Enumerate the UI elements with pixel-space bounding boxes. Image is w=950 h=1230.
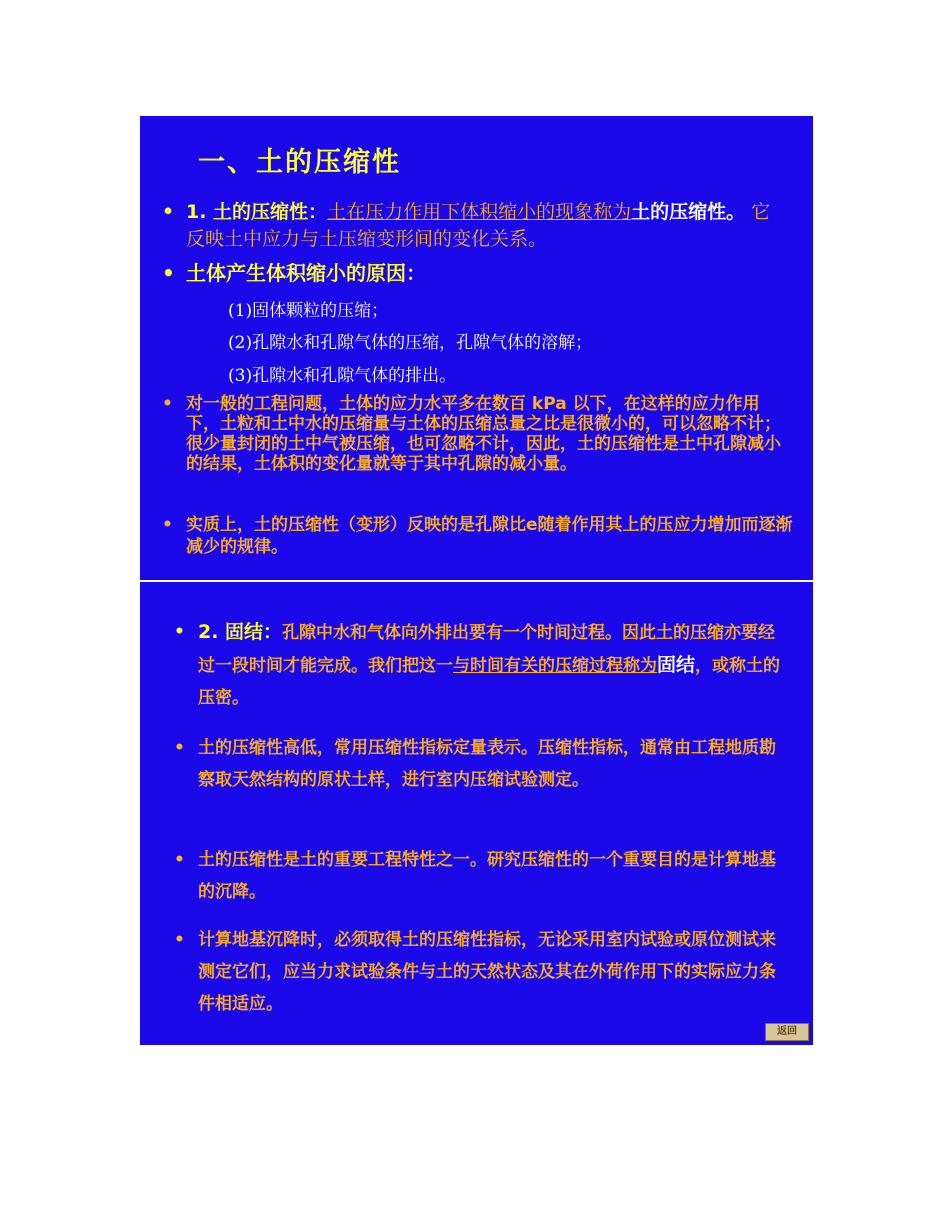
- item-text: 土的压缩性高低，常用压缩性指标定量表示。压缩性指标，通常由工程地质勘察取天然结构的原状土样，进行室内压缩试验测定。: [198, 738, 776, 790]
- text-b: ，或称土的压密。: [198, 656, 781, 708]
- term-text: 土的压缩性。: [631, 201, 746, 223]
- sub-item-2: (2)孔隙水和孔隙气体的压缩，孔隙气体的溶解；: [228, 333, 593, 353]
- term-text: 固结: [657, 654, 696, 676]
- bullet-dot: •: [162, 515, 173, 535]
- definition-text: 土在压力作用下体积缩小的现象称为: [327, 201, 632, 223]
- bullet-dot: •: [162, 394, 173, 414]
- slide-title: 一、土的压缩性: [198, 147, 401, 178]
- item-label: 1. 土的压缩性：: [186, 201, 328, 223]
- slide-1: [140, 116, 813, 580]
- bullet-dot: •: [174, 850, 185, 870]
- return-button[interactable]: 返回: [765, 1023, 809, 1041]
- sub-item-1: (1)固体颗粒的压缩；: [228, 301, 389, 321]
- item-text: 土的压缩性是土的重要工程特性之一。研究压缩性的一个重要目的是计算地基的沉降。: [198, 850, 776, 902]
- text-underlined: 与时间有关的压缩过程称为: [453, 656, 657, 676]
- item-text: 计算地基沉降时，必须取得土的压缩性指标，无论采用室内试验或原位测试来测定它们，应当力求试验条件与土的天然状态及其在外荷作用下的实际应力条件相适应。: [198, 930, 776, 1014]
- item-heading: 土体产生体积缩小的原因：: [186, 261, 426, 285]
- slide-2: [140, 582, 813, 1045]
- item-text: 实质上，土的压缩性（变形）反映的是孔隙比e随着作用其上的压应力增加而逐渐减少的规律。: [186, 515, 793, 557]
- item-label: 2. 固结：: [198, 621, 283, 643]
- bullet-dot: •: [162, 201, 175, 223]
- bullet-dot: •: [162, 261, 175, 285]
- item-text: [198, 616, 788, 714]
- bullet-dot: •: [174, 930, 185, 950]
- rest-text: 它反映土中应力与土压缩变形间的变化关系。: [186, 201, 771, 250]
- sub-item-3: (3)孔隙水和孔隙气体的排出。: [228, 366, 457, 386]
- item-text: [186, 199, 786, 253]
- bullet-dot: •: [174, 622, 185, 642]
- item-text: 对一般的工程问题，土体的应力水平多在数百 kPa 以下，在这样的应力作用下，土粒和土中水的压缩量与土体的压缩总量之比是很微小的，可以忽略不计；很少量封闭的土中气被压缩，也可忽略不计，因此，土的压缩性是土中孔隙减小的结果，土体积的变化量就等于其中孔隙的减小量。: [186, 394, 781, 474]
- text-a: 孔隙中水和气体向外排出要有一个时间过程。因此土的压缩亦要经过一段时间才能完成。我们把这一: [198, 623, 776, 676]
- bullet-dot: •: [174, 738, 185, 758]
